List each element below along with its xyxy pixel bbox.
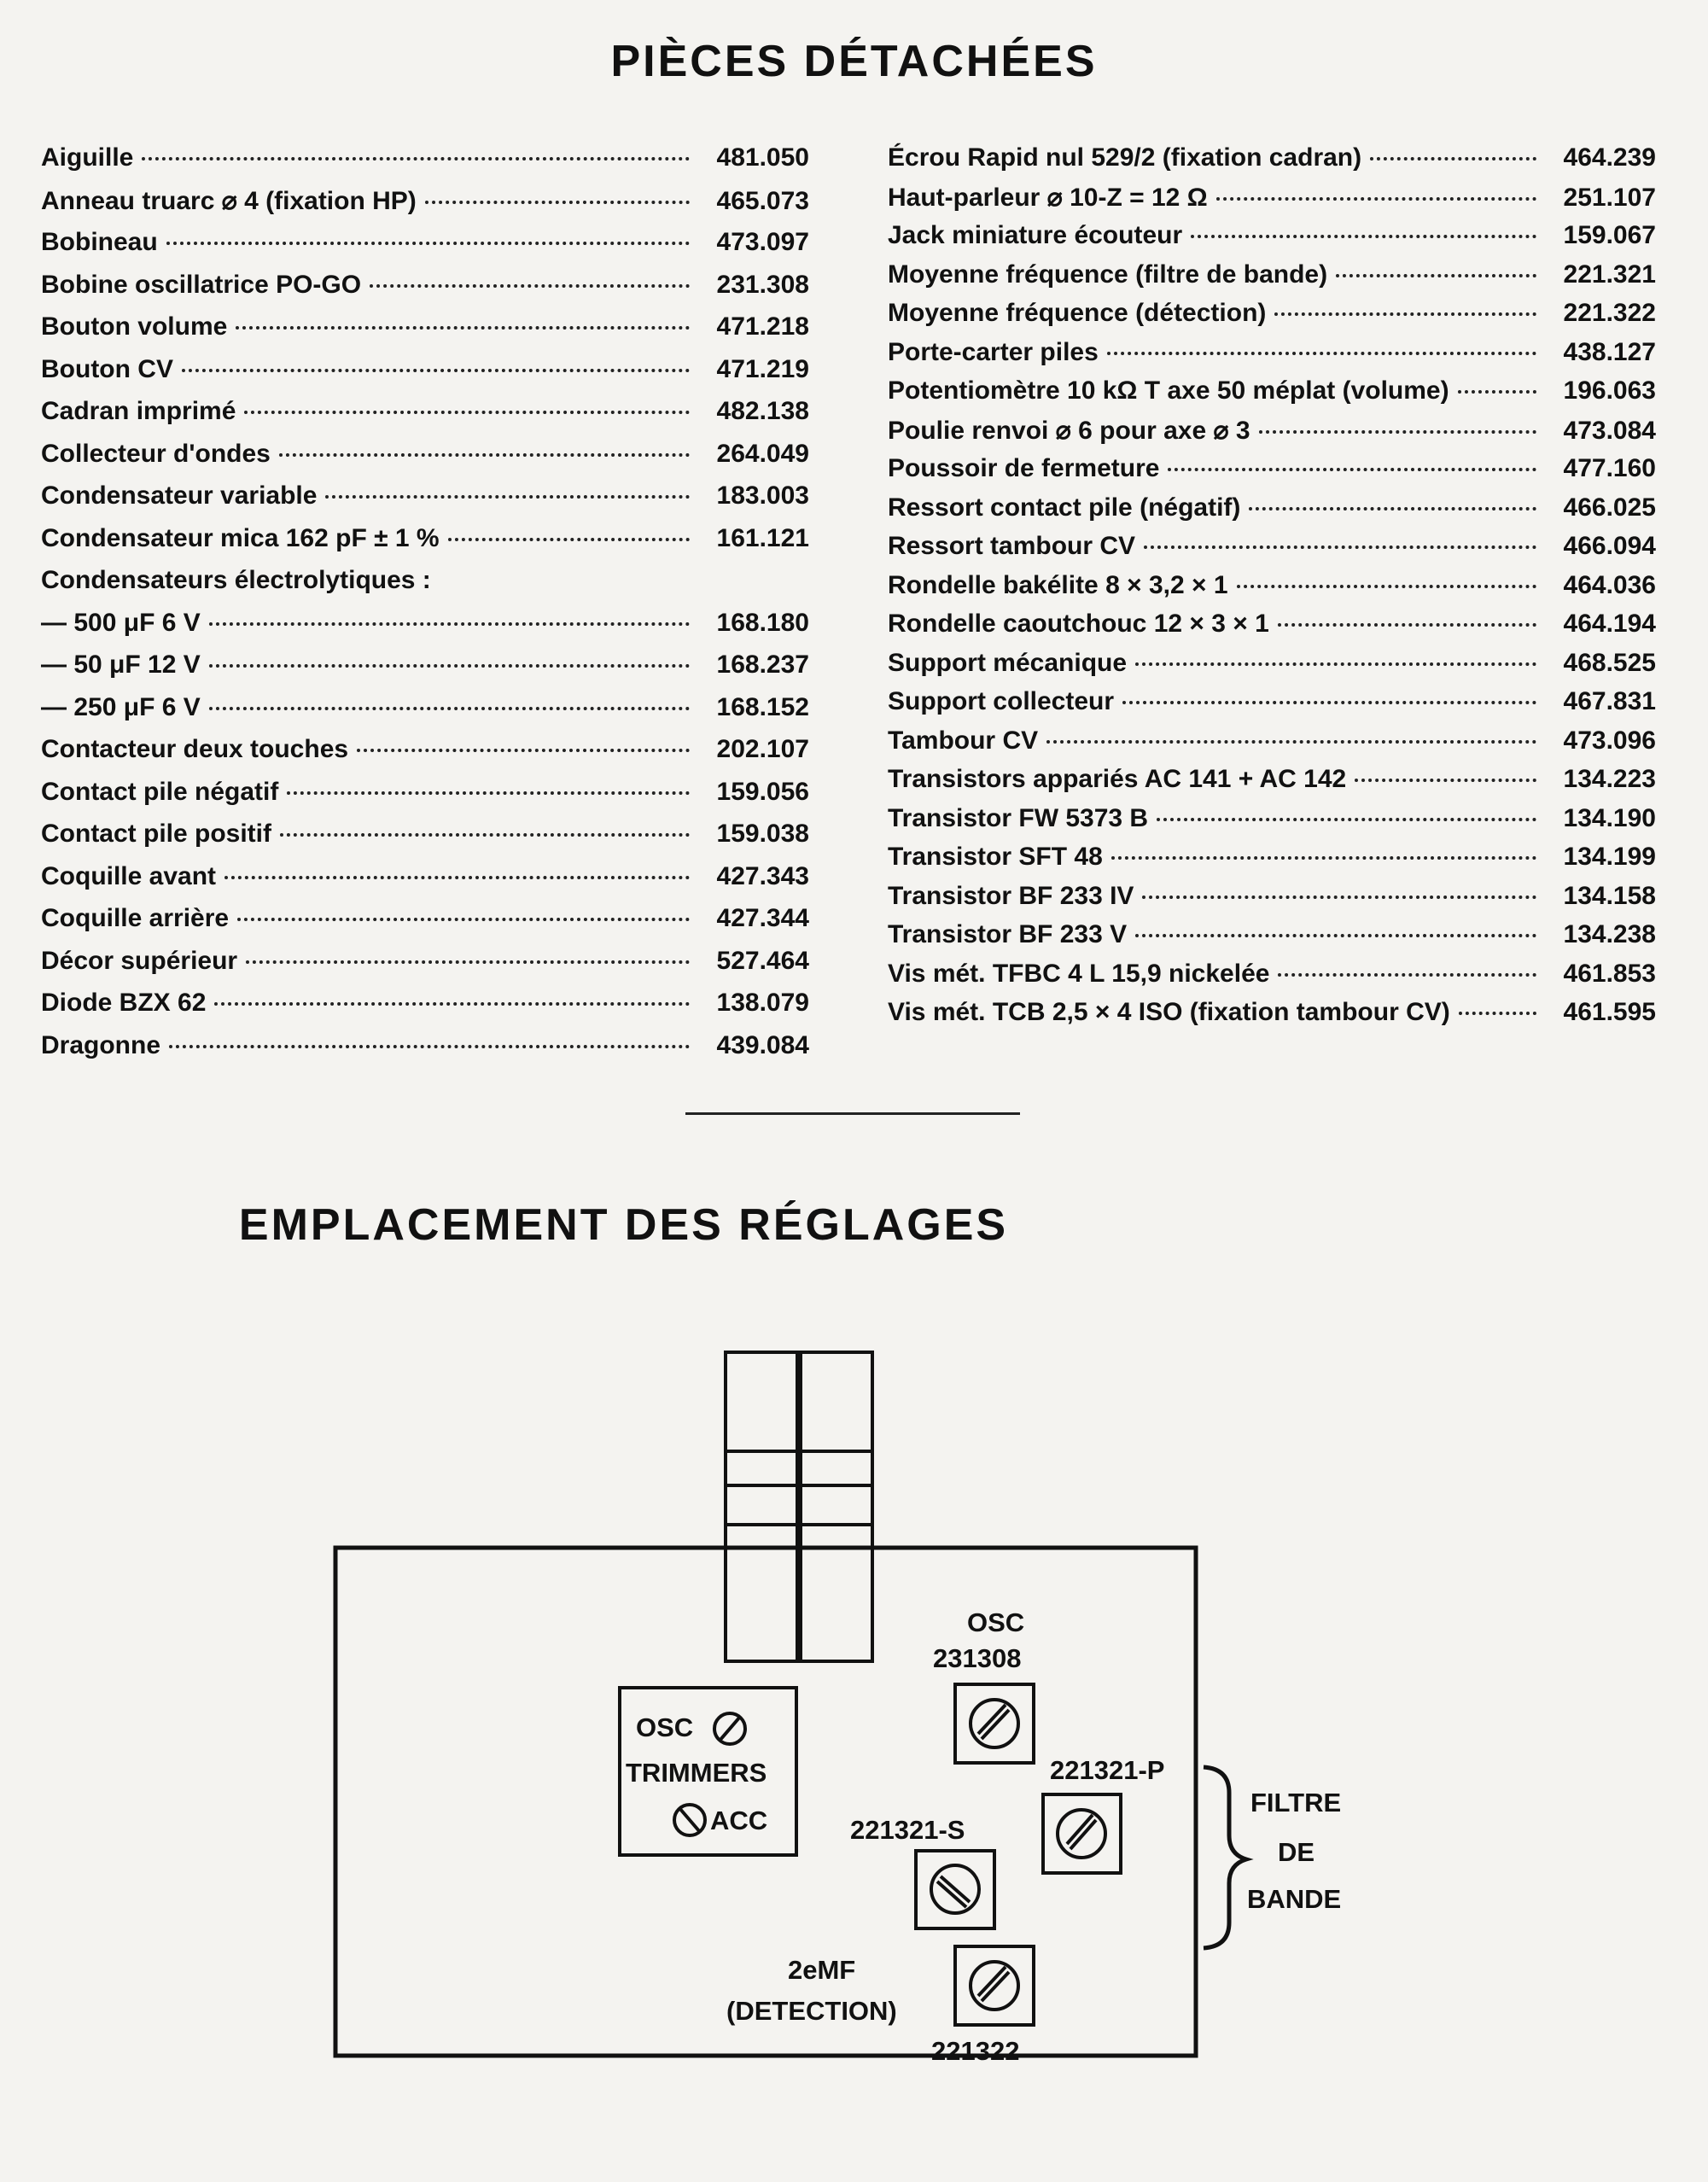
filtre-label: FILTRE [1250,1788,1342,1817]
part-code: 159.038 [716,820,809,848]
filter-s-screw [916,1851,994,1928]
part-name: Rondelle caoutchouc 12 × 3 × 1 [888,610,1269,638]
part-name: Bouton volume [41,312,228,341]
part-code: 231.308 [716,270,809,299]
part-code: 482.138 [716,397,809,425]
filter-brace [1204,1767,1246,1948]
part-name: Collecteur d'ondes [41,439,271,468]
part-code: 168.237 [716,651,809,679]
part-code: 134.190 [1563,803,1656,832]
trimmer-acc-symbol [674,1805,705,1835]
mf2-screw [955,1946,1034,2025]
part-name: Anneau truarc ⌀ 4 (fixation HP) [41,186,417,215]
part-code: 481.050 [716,143,809,172]
part-name: Diode BZX 62 [41,989,207,1017]
part-code: 168.180 [716,608,809,637]
part-code: 464.036 [1563,570,1656,599]
part-name: Ressort contact pile (négatif) [888,493,1241,522]
part-code: 467.831 [1563,687,1656,715]
osc-coil-screw [955,1684,1034,1763]
part-code: 251.107 [1563,183,1656,212]
de-label: DE [1278,1837,1315,1867]
part-code: 466.025 [1563,493,1656,522]
part-name: Moyenne fréquence (détection) [888,299,1267,327]
part-code: 196.063 [1563,376,1656,405]
part-name: Coquille arrière [41,904,230,932]
part-code: 159.056 [716,777,809,806]
part-code: 527.464 [716,946,809,975]
part-name: Support collecteur [888,687,1115,715]
part-code: 134.199 [1563,843,1656,871]
part-name: Poulie renvoi ⌀ 6 pour axe ⌀ 3 [888,416,1250,445]
filter-p-code: 221321-P [1050,1755,1165,1785]
part-name: Ressort tambour CV [888,532,1136,560]
part-code: 473.096 [1563,726,1656,755]
variable-capacitor-drawing [726,1352,872,1661]
trimmers-acc-label: ACC [710,1806,768,1835]
part-code: 221.321 [1563,260,1656,289]
part-code: 466.094 [1563,532,1656,560]
part-code: 477.160 [1563,454,1656,482]
filter-p-screw [1043,1794,1121,1873]
part-name: Transistors appariés AC 141 + AC 142 [888,765,1347,793]
part-name: Condensateur variable [41,481,318,510]
reglages-title: EMPLACEMENT DES RÉGLAGES [238,1200,1009,1250]
part-code: 464.239 [1563,143,1656,172]
part-name: Transistor SFT 48 [888,843,1103,871]
part-name: Écrou Rapid nul 529/2 (fixation cadran) [888,143,1362,172]
part-name: Potentiomètre 10 kΩ T axe 50 méplat (volume) [888,376,1449,405]
part-code: 183.003 [716,481,809,510]
part-name: Transistor FW 5373 B [888,803,1149,832]
part-code: 221.322 [1563,299,1656,327]
part-code: 202.107 [716,735,809,763]
part-name: Porte-carter piles [888,337,1099,366]
part-name: Aiguille [41,143,134,172]
part-name: Vis mét. TFBC 4 L 15,9 nickelée [888,959,1270,988]
part-name: — 500 μF 6 V [41,608,201,637]
part-name: Support mécanique [888,648,1128,677]
part-name: Haut-parleur ⌀ 10-Z = 12 Ω [888,183,1208,212]
part-name: Transistor BF 233 IV [888,881,1134,910]
mf2-label: 2eMF [788,1955,856,1985]
part-code: 473.097 [716,228,809,256]
part-code: 473.084 [1563,416,1656,445]
part-code: 161.121 [716,523,809,552]
part-name: Dragonne [41,1030,161,1059]
part-code: 427.343 [716,861,809,890]
part-name: Poussoir de fermeture [888,454,1160,482]
part-name: Décor supérieur [41,946,238,975]
part-name: Vis mét. TCB 2,5 × 4 ISO (fixation tambour CV) [888,998,1450,1026]
part-name: Contact pile négatif [41,777,279,806]
part-code: 134.158 [1563,881,1656,910]
pieces-title: PIÈCES DÉTACHÉES [610,37,1098,86]
part-name: Contact pile positif [41,820,271,848]
part-code: 159.067 [1563,221,1656,249]
part-code: 438.127 [1563,337,1656,366]
part-code: 439.084 [716,1030,809,1059]
part-name: Transistor BF 233 V [888,920,1128,948]
part-name: Bobine oscillatrice PO-GO [41,270,362,299]
board-outline [335,1548,1196,2056]
part-code: 465.073 [716,186,809,215]
part-code: 264.049 [716,439,809,468]
part-name: Moyenne fréquence (filtre de bande) [888,260,1328,289]
trimmer-osc-symbol [714,1713,745,1744]
part-code: 427.344 [716,904,809,932]
part-code: 134.223 [1563,765,1656,793]
part-code: 138.079 [716,989,809,1017]
detection-label: (DETECTION) [726,1996,897,2026]
osc-label: OSC [967,1607,1025,1637]
osc-code-label: 231308 [933,1643,1022,1673]
filter-s-code: 221321-S [850,1815,965,1845]
part-code: 464.194 [1563,610,1656,638]
part-code: 461.595 [1563,998,1656,1026]
part-name: — 50 μF 12 V [41,651,201,679]
part-name: Cadran imprimé [41,397,236,425]
part-name: Coquille avant [41,861,217,890]
part-code: 134.238 [1563,920,1656,948]
mf2-code-label: 221322 [931,2036,1020,2066]
trimmers-osc-label: OSC [636,1712,694,1742]
bande-label: BANDE [1247,1884,1342,1914]
part-name: Condensateurs électrolytiques : [41,566,431,594]
part-name: Bobineau [41,228,158,256]
trimmers-label: TRIMMERS [626,1758,767,1788]
part-name: Bouton CV [41,354,173,383]
part-code: 461.853 [1563,959,1656,988]
part-name: Contacteur deux touches [41,735,349,763]
part-code: 471.219 [716,354,809,383]
part-name: — 250 μF 6 V [41,692,201,721]
part-name: Condensateur mica 162 pF ± 1 % [41,523,440,552]
part-name: Tambour CV [888,726,1039,755]
part-name: Jack miniature écouteur [888,221,1183,249]
part-name: Rondelle bakélite 8 × 3,2 × 1 [888,570,1228,599]
part-code: 468.525 [1563,648,1656,677]
part-code: 168.152 [716,692,809,721]
part-code: 471.218 [716,312,809,341]
